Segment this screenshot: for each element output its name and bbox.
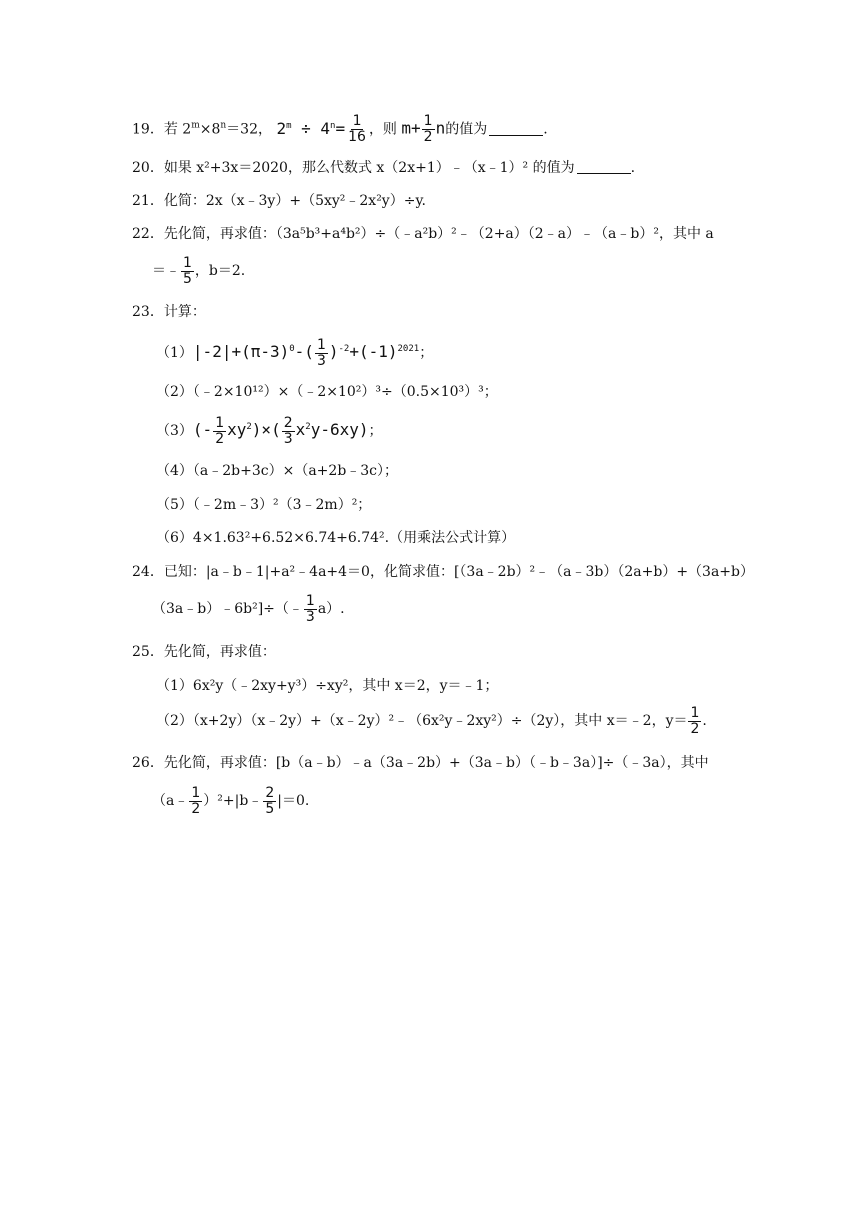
question-23-part-5: （5）（﹣2m﹣3）²（3﹣2m）²； — [156, 497, 372, 513]
fraction: $\frac{1}{16}$ — [348, 113, 366, 145]
fraction: $\frac{1}{5}$ — [183, 254, 192, 287]
question-26-line2: （a﹣ $\frac{1}{2}$ ）²+|b﹣ $\frac{2}{5}$ |＝0. — [152, 784, 310, 817]
question-25: 25．先化简，再求值： — [132, 644, 276, 660]
question-22-line2: ＝﹣ $\frac{1}{5}$ ，b＝2. — [152, 254, 246, 287]
question-number: 21． — [132, 193, 164, 209]
question-number: 23． — [132, 304, 164, 320]
fraction: $\frac{1}{2}$ — [215, 414, 225, 447]
question-23-part-2: （2）（﹣2×10¹²）×（﹣2×10²）³÷（0.5×10³）³； — [156, 384, 498, 400]
question-25-part-2: （2）（x+2y）（x﹣2y）+（x﹣2y）²﹣（6x²y﹣2xy²）÷（2y），其中 x＝﹣2，y＝ $\frac{1}{2}$ . — [156, 704, 707, 737]
question-22: 22．先化简，再求值：（3a⁵b³+a⁴b²）÷（﹣a²b）²﹣（2+a）（2﹣a）﹣（a﹣b）²，其中 a — [132, 226, 714, 242]
question-number: 24． — [132, 564, 164, 580]
fraction: $\frac{2}{5}$ — [265, 784, 275, 817]
fraction: $\frac{1}{2}$ — [191, 784, 201, 817]
question-number: 25． — [132, 644, 164, 660]
question-23-part-1: $(1)|-2|+(\pi-3)^0-$( $\frac{1}{3}$ )$^{-2}+(-1)^{2021}$； — [156, 336, 434, 369]
question-24: 24．已知：|a﹣b﹣1|+a²﹣4a+4＝0，化简求值：[（3a﹣2b）²﹣（a﹣3b）（2a+b）+（3a+b） — [132, 564, 755, 580]
question-20: 20．如果 x²+3x＝2020，那么代数式 x（2x+1）﹣（x﹣1）² 的值为 . — [132, 160, 636, 176]
question-number: 26． — [132, 755, 164, 771]
fraction: $\frac{2}{3}$ — [283, 414, 293, 447]
fraction: $\frac{1}{3}$ — [316, 336, 326, 369]
question-24-line2: （3a﹣b）﹣6b²]÷（﹣ $\frac{1}{3}$ a）. — [152, 592, 345, 625]
fraction: $\frac{1}{2}$ — [423, 113, 433, 145]
question-23-part-4: （4）（a﹣2b+3c）×（a+2b﹣3c）； — [156, 463, 399, 479]
question-number: 22． — [132, 226, 164, 242]
question-number: 20． — [132, 160, 164, 176]
question-19: 19．若 $2^m\times 8^n=32$， $2^m \div 4^n=$ $\frac{1}{16}$ ，则 m+ $\frac{1}{2}$ n的值为 . — [132, 113, 548, 145]
fraction: $\frac{1}{3}$ — [305, 592, 315, 625]
answer-blank — [577, 159, 631, 174]
question-number: 19． — [132, 121, 164, 138]
question-26: 26．先化简，再求值：[b（a﹣b）﹣a（3a﹣2b）+（3a﹣b）（﹣b﹣3a）]÷（﹣3a），其中 — [132, 755, 709, 771]
question-23: 23．计算： — [132, 304, 206, 320]
question-25-part-1: （1）6x²y（﹣2xy+y³）÷xy²，其中 x＝2，y＝﹣1； — [156, 678, 499, 694]
answer-blank — [489, 121, 543, 136]
question-23-part-6: （6）4×1.63²+6.52×6.74+6.74².（用乘法公式计算） — [156, 530, 516, 546]
question-21: 21．化简：2x（x﹣3y）+（5xy²﹣2x²y）÷y. — [132, 193, 426, 209]
question-23-part-3: （3）(- $\frac{1}{2}$ $xy^2)\times$( $\frac{2}{3}$ $x^2y-6xy$)； — [156, 414, 383, 447]
fraction: $\frac{1}{2}$ — [690, 704, 700, 737]
